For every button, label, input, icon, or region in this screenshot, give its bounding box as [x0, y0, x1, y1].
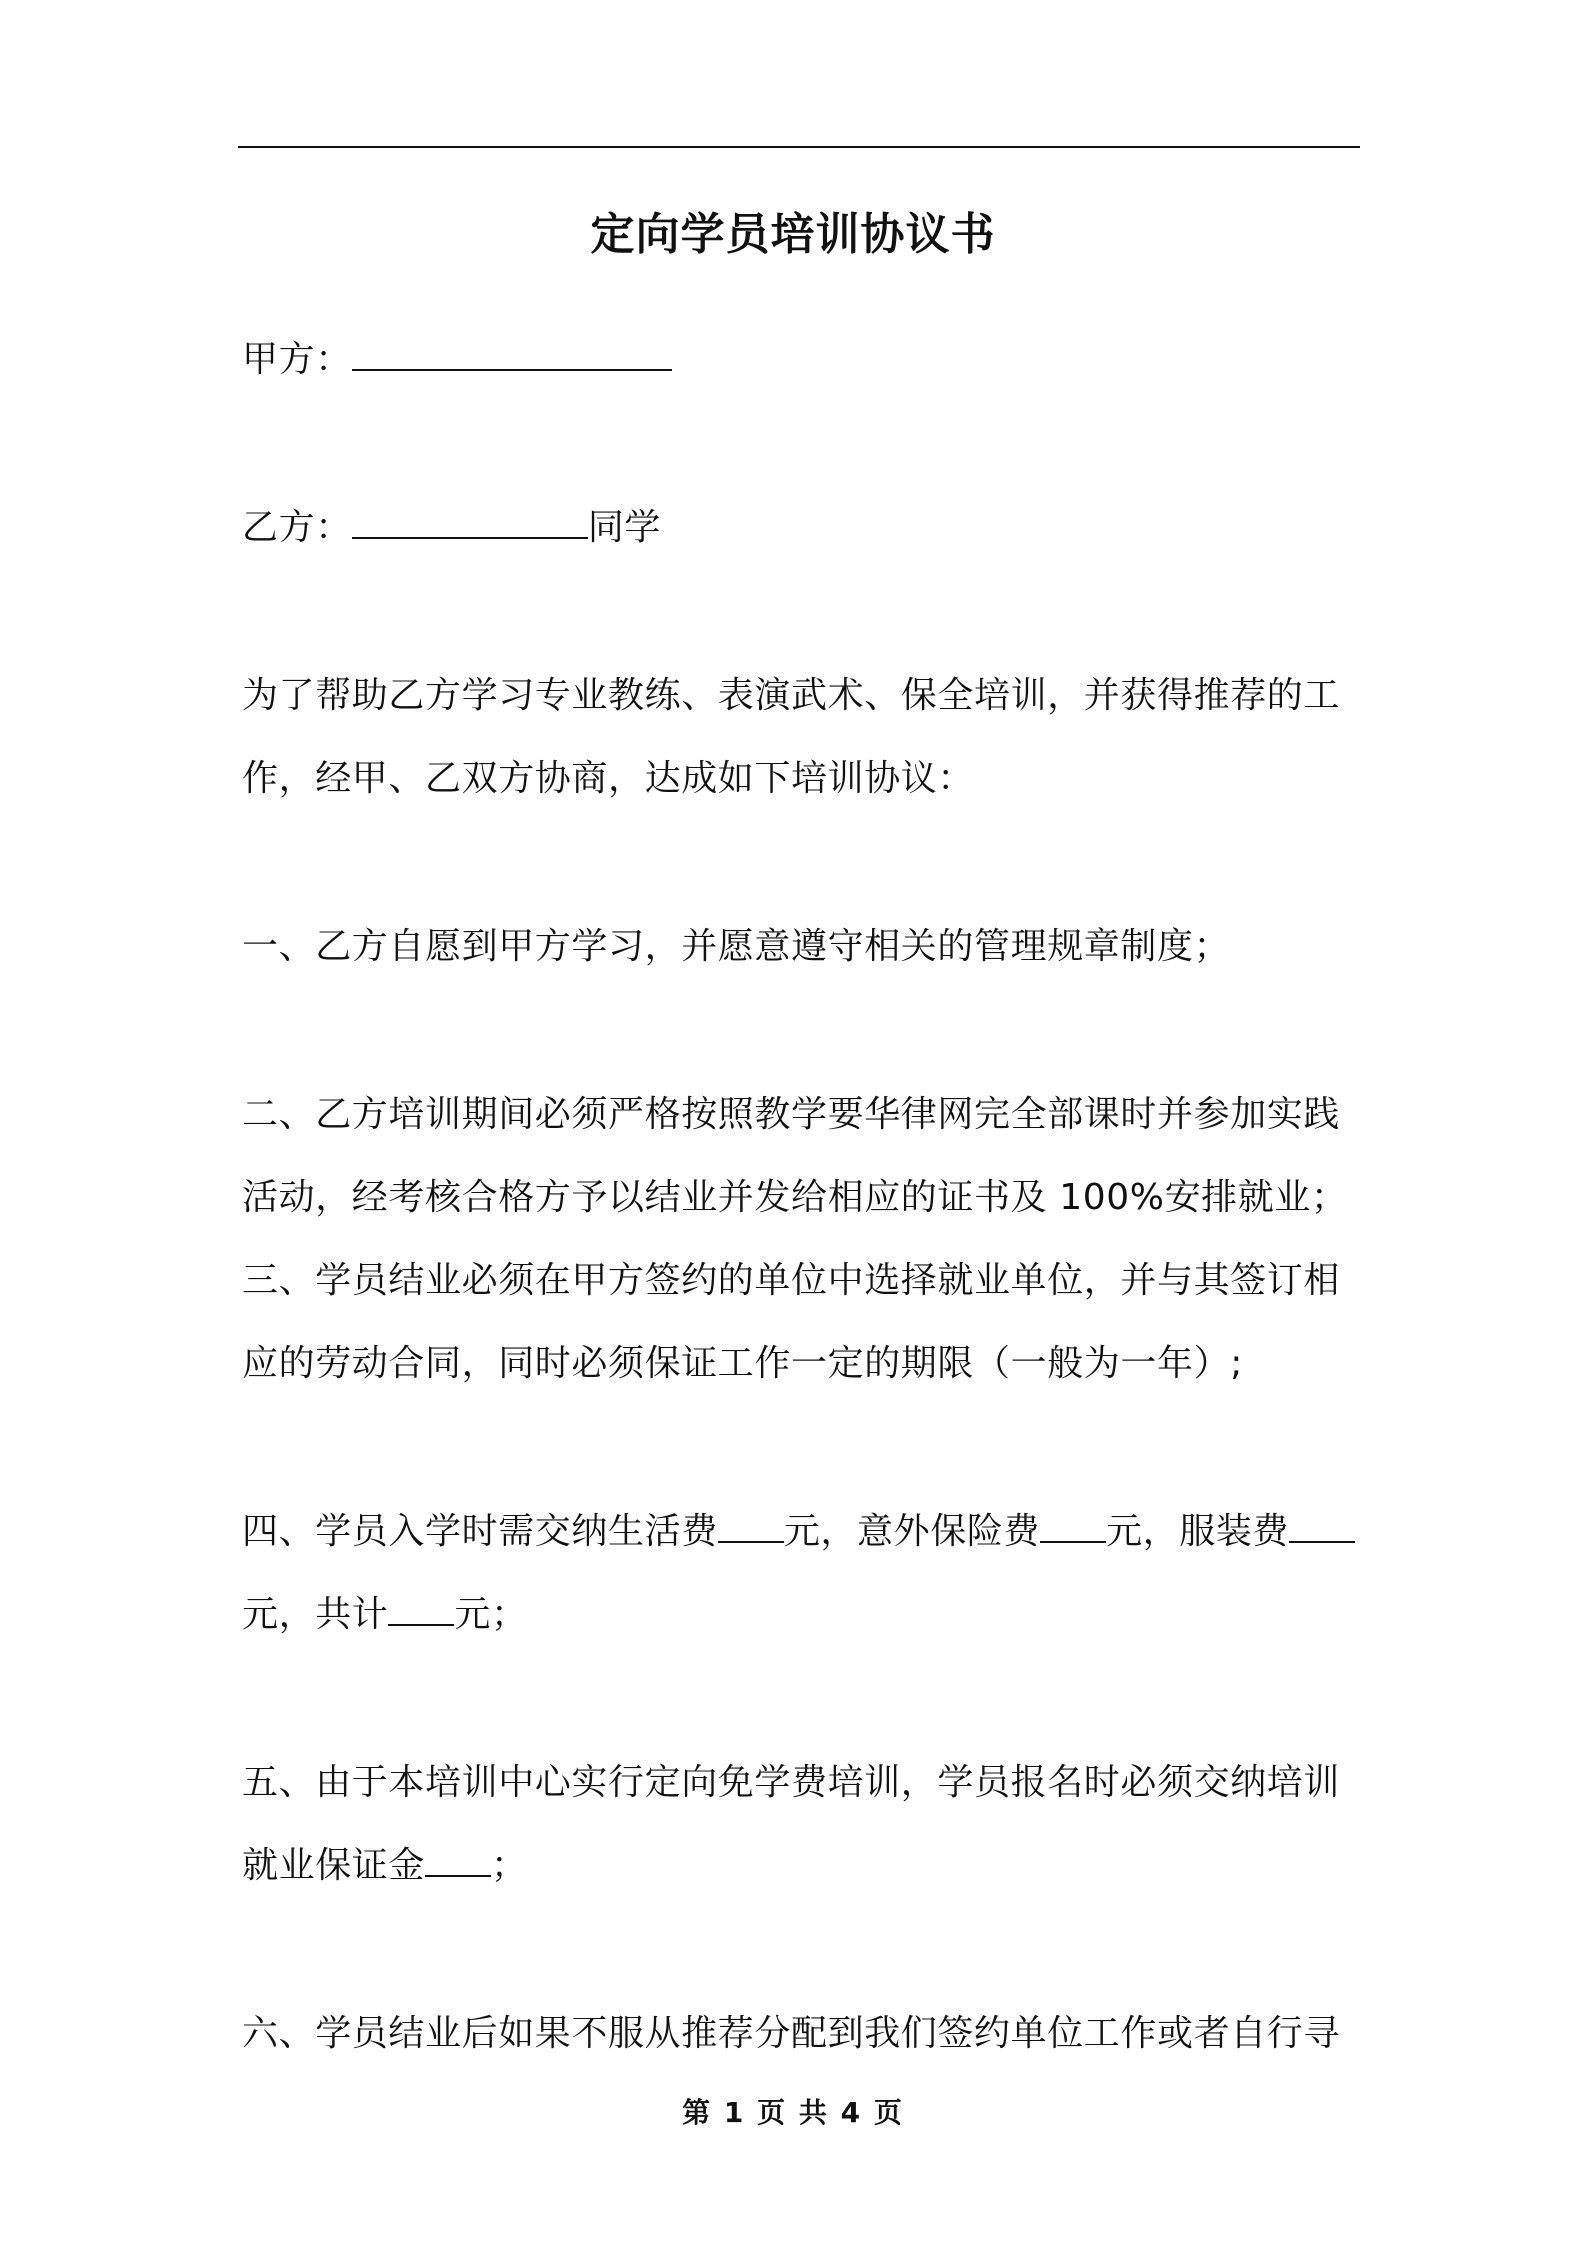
clause-3-line-1: 三、学员结业必须在甲方签约的单位中选择就业单位，并与其签订相 — [242, 1260, 1341, 1301]
party-b-label: 乙方： — [242, 507, 352, 549]
clause-2-line-2: 活动，经考核合格方予以结业并发给相应的证书及 100%安排就业； — [242, 1177, 1348, 1218]
clause-5-seg-2: ； — [491, 1845, 528, 1887]
party-a-blank — [352, 335, 672, 371]
uniform-fee-blank — [1289, 1507, 1355, 1543]
total-fee-blank — [388, 1590, 454, 1626]
clause-6-line-1: 六、学员结业后如果不服从推荐分配到我们签约单位工作或者自行寻 — [242, 2013, 1341, 2054]
clause-4-seg-4: 元，共计 — [242, 1594, 389, 1636]
clause-4-seg-1: 四、学员入学时需交纳生活费 — [242, 1511, 718, 1553]
intro-line-2: 作，经甲、乙双方协商，达成如下培训协议： — [242, 758, 975, 799]
clause-2-line-1: 二、乙方培训期间必须严格按照教学要华律网完全部课时并参加实践 — [242, 1094, 1341, 1135]
document-title: 定向学员培训协议书 — [590, 209, 996, 260]
page-number-footer: 第 1 页 共 4 页 — [682, 2096, 904, 2129]
party-a-label: 甲方： — [242, 339, 352, 381]
clause-4-line-1 — [242, 1507, 1362, 1557]
clause-4-seg-5: 元； — [454, 1594, 528, 1636]
clause-4-seg-3: 元，服装费 — [1106, 1511, 1290, 1553]
intro-line-1: 为了帮助乙方学习专业教练、表演武术、保全培训，并获得推荐的工 — [242, 675, 1341, 716]
clause-5-seg-1: 就业保证金 — [242, 1845, 426, 1887]
clause-4-seg-2: 元，意外保险费 — [783, 1511, 1041, 1553]
clause-5-line-1: 五、由于本培训中心实行定向免学费培训，学员报名时必须交纳培训 — [242, 1762, 1341, 1803]
party-b-blank — [352, 503, 588, 539]
party-b-suffix: 同学 — [587, 507, 662, 549]
party-a-line — [242, 335, 1362, 385]
clause-1-line-1: 一、乙方自愿到甲方学习，并愿意遵守相关的管理规章制度； — [242, 926, 1231, 967]
header-rule — [238, 146, 1360, 148]
clause-5-line-2 — [242, 1841, 1362, 1891]
party-b-line — [242, 503, 1362, 553]
clause-3-line-2: 应的劳动合同，同时必须保证工作一定的期限（一般为一年）; — [242, 1343, 1243, 1384]
living-fee-blank — [718, 1507, 784, 1543]
deposit-blank — [425, 1841, 491, 1877]
insurance-fee-blank — [1040, 1507, 1106, 1543]
clause-4-line-2 — [242, 1590, 1362, 1640]
